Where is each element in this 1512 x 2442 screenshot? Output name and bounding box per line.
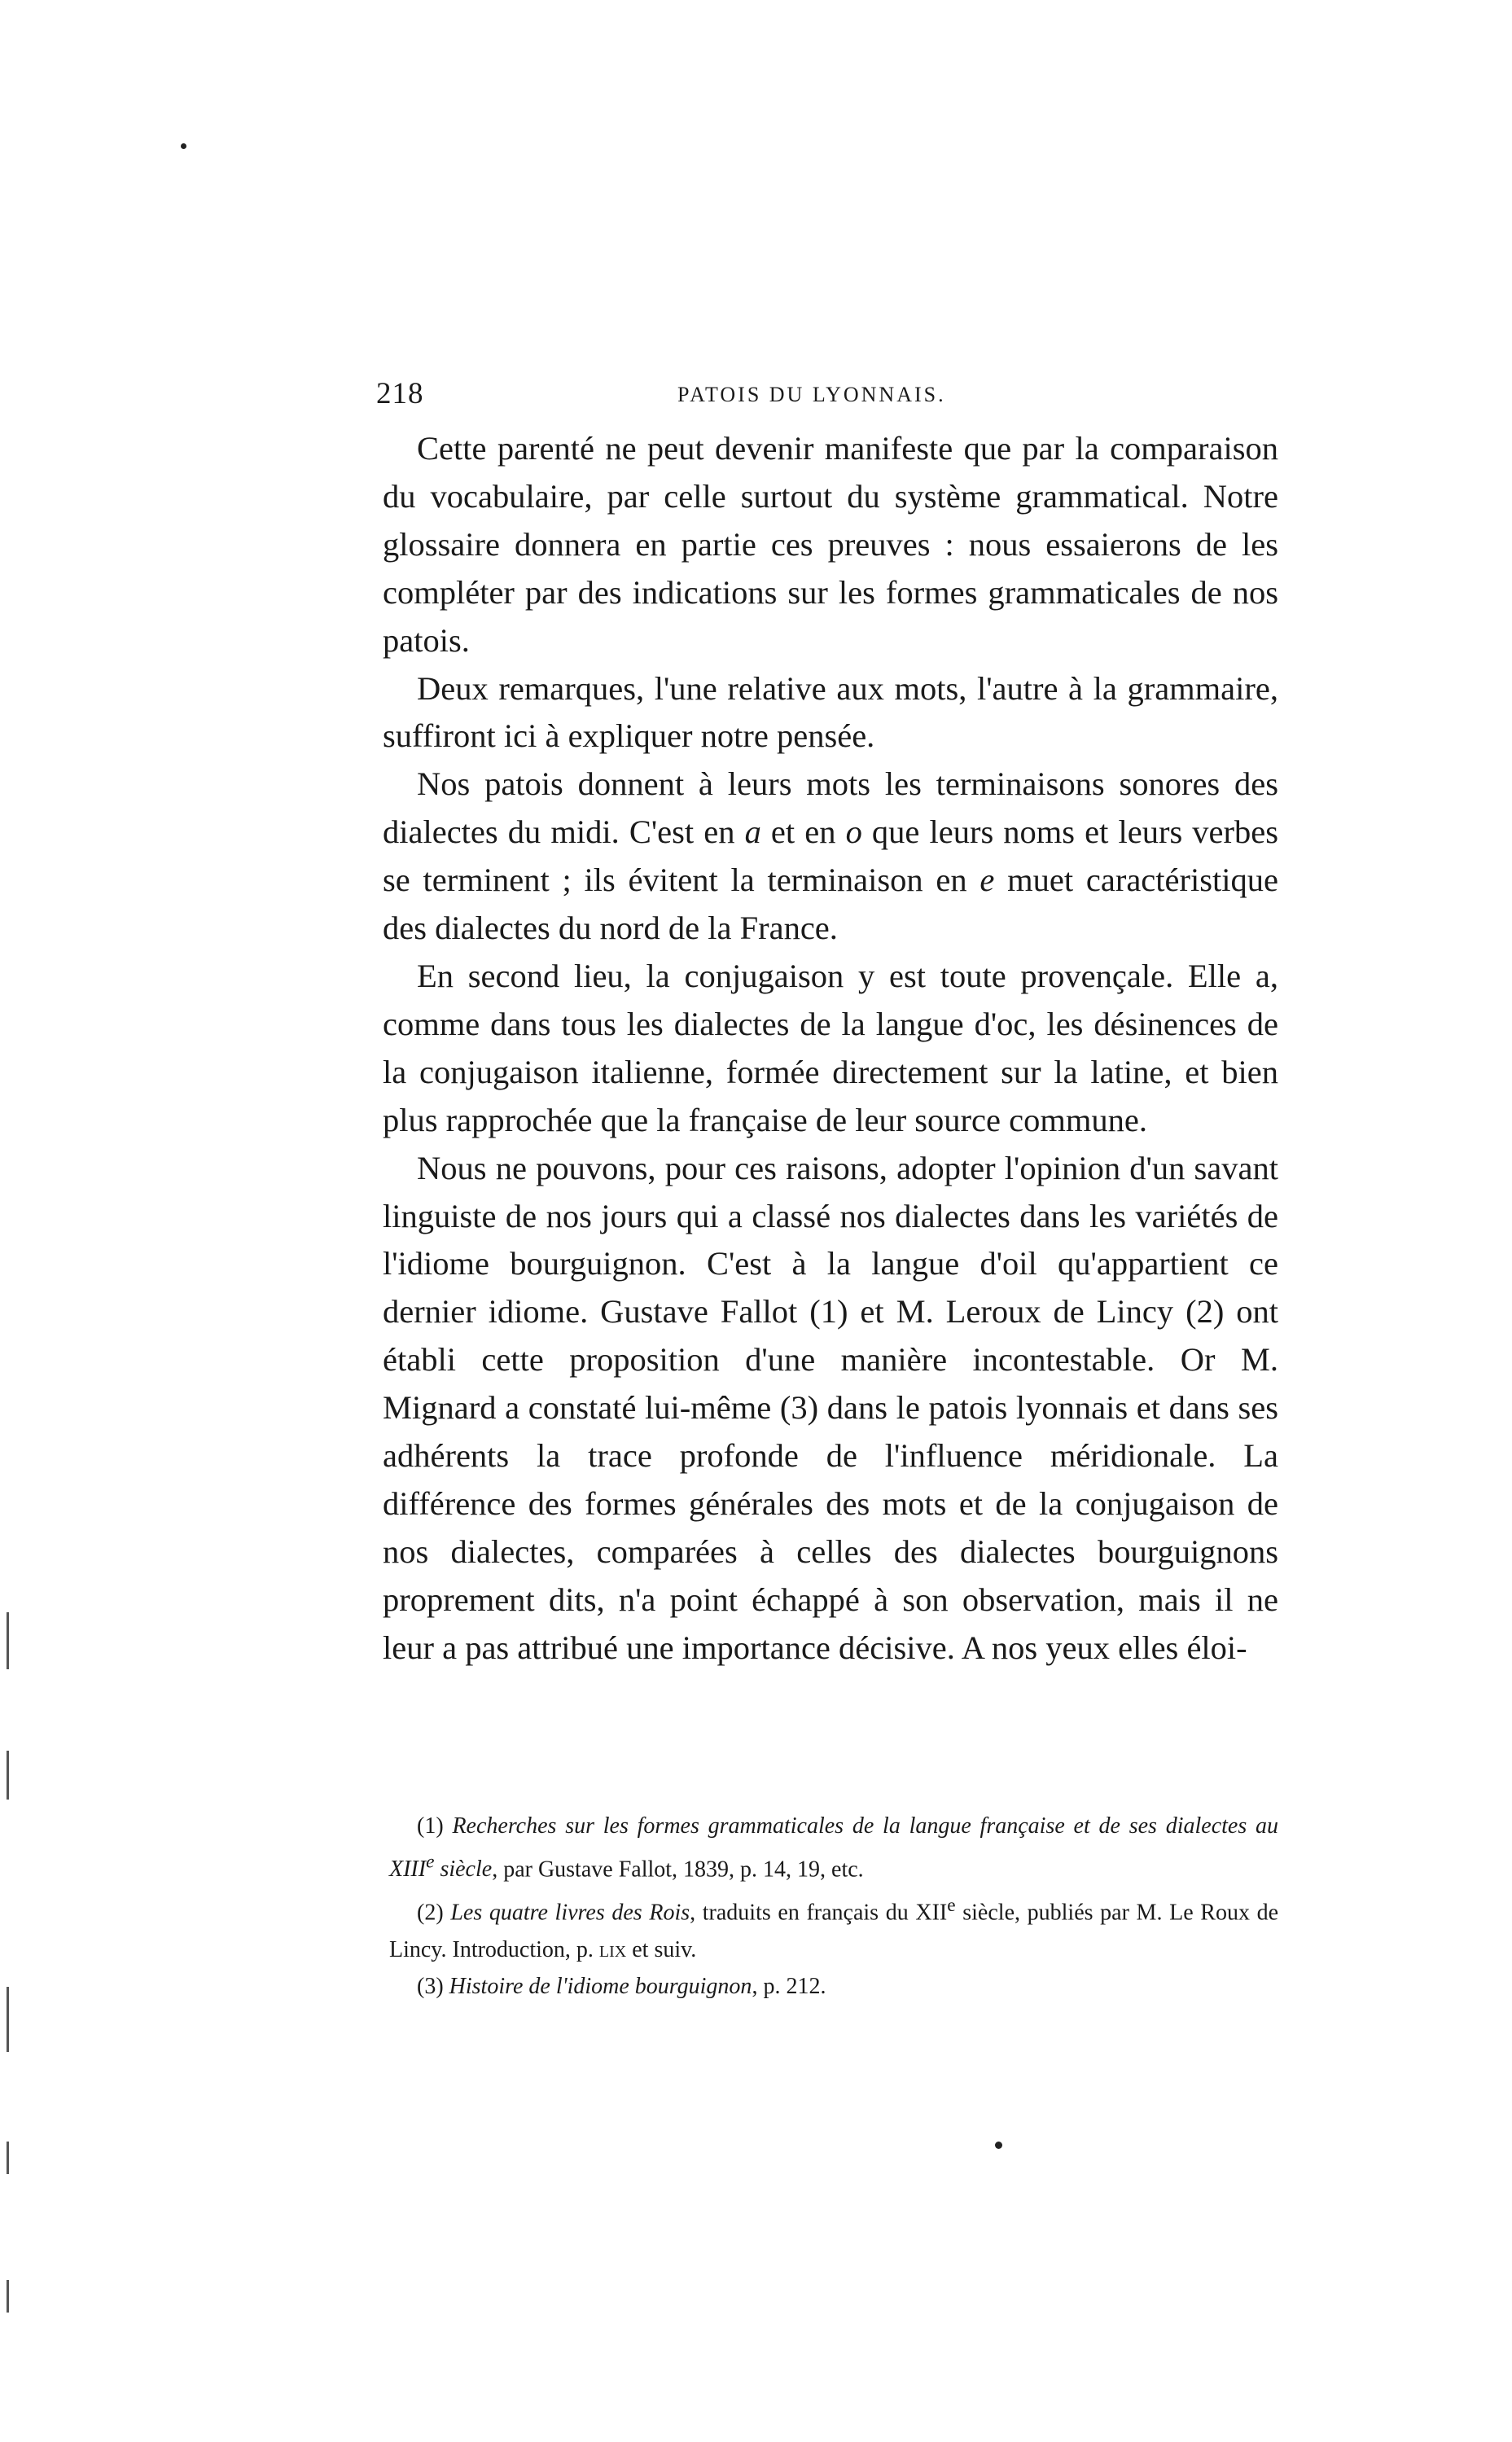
footnote-smallcaps: lix: [598, 1936, 627, 1962]
footnote-3: [389, 1968, 1278, 2005]
superscript: e: [947, 1895, 956, 1917]
paragraph: [383, 761, 1278, 953]
footnote-2: [389, 1887, 1278, 1967]
footnote-title-text: siècle: [434, 1857, 493, 1883]
bottom-speck: [995, 2142, 1002, 2149]
footnote-text: siècle, publiés par M. Le Roux de Lincy. Introduction, p.: [389, 1900, 1279, 1962]
paragraph: Nous ne pouvons, pour ces raisons, adopter l'opinion d'un savant linguiste de nos jours qui a classé nos dialectes dans les variétés de l'idiome bourguignon. C'est à la langue d'oil qu'appartient ce dernier idiome. Gustave Fallot (1) et M. Leroux de Lincy (2) ont établi cette proposition d'une manière incontestable. Or M. Mignard a constaté lui-même (3) dans le patois lyonnais et dans ses adhérents la trace profonde de l'influence méridionale. La différence des formes générales des mots et de la conjugaison de nos dialectes, comparées à celles des dialectes bourguignons proprement dits, n'a point échappé à son observation, mais il ne leur a pas attribué une importance décisive. A nos yeux elles éloi-: [383, 1149, 1278, 1666]
running-head: [376, 376, 1280, 425]
footnote-text: , p. 212.: [752, 1973, 826, 1999]
left-edge-mark: [7, 2142, 9, 2174]
footnotes: [389, 1808, 1278, 2005]
footnote-1: [389, 1808, 1278, 1887]
footnote-title-text: Recherches sur les formes grammaticales de la langue française et de ses dialectes au XIII: [389, 1813, 1278, 1883]
italic-letter: o: [845, 813, 862, 851]
text-run: que leurs noms et leurs verbes se terminent ; ils évitent la terminaison en: [383, 813, 1278, 899]
left-edge-mark: [7, 2280, 9, 2313]
footnote-title: Histoire de l'idiome bourguignon: [449, 1973, 752, 1999]
top-speck: [181, 143, 186, 149]
footnote-text: , par Gustave Fallot, 1839, p. 14, 19, etc.: [492, 1857, 864, 1883]
italic-letter: a: [744, 813, 761, 851]
left-edge-mark: [7, 1751, 9, 1800]
text-run: muet caractéristique des dialectes du nord de la France.: [383, 861, 1278, 947]
superscript: e: [426, 1852, 435, 1873]
page-number: 218: [376, 377, 424, 410]
footnote-text: , traduits en français du XII: [690, 1900, 948, 1926]
italic-letter: e: [980, 861, 995, 899]
footnote-text: et suiv.: [626, 1936, 697, 1962]
left-edge-mark: [7, 1612, 9, 1669]
footnote-marker: (3): [417, 1973, 444, 1999]
paragraph: En second lieu, la conjugaison y est toute provençale. Elle a, comme dans tous les dialectes de la langue d'oc, les désinences de la conjugaison italienne, formée directement sur la latine, et bien plus rapprochée que la française de leur source commune.: [383, 957, 1278, 1138]
text-run: et en: [760, 813, 846, 851]
footnote-title: Les quatre livres des Rois: [450, 1900, 690, 1926]
paragraph: Deux remarques, l'une relative aux mots, l'autre à la grammaire, suffiront ici à expliquer notre pensée.: [383, 669, 1278, 755]
footnote-marker: (2): [417, 1900, 444, 1926]
left-edge-mark: [7, 1987, 9, 2052]
paragraph: Cette parenté ne peut devenir manifeste que par la comparaison du vocabulaire, par celle surtout du système grammatical. Notre glossaire donnera en partie ces preuves : nous essaierons de les compléter par des indications sur les formes grammaticales de nos patois.: [383, 430, 1278, 659]
footnote-marker: (1): [417, 1813, 444, 1839]
text-run: Nos patois donnent à leurs mots les terminaisons sonores des dialectes du midi. C'est en: [383, 765, 1278, 851]
running-title: PATOIS DU LYONNAIS.: [677, 383, 946, 406]
body-text: [383, 425, 1278, 1673]
